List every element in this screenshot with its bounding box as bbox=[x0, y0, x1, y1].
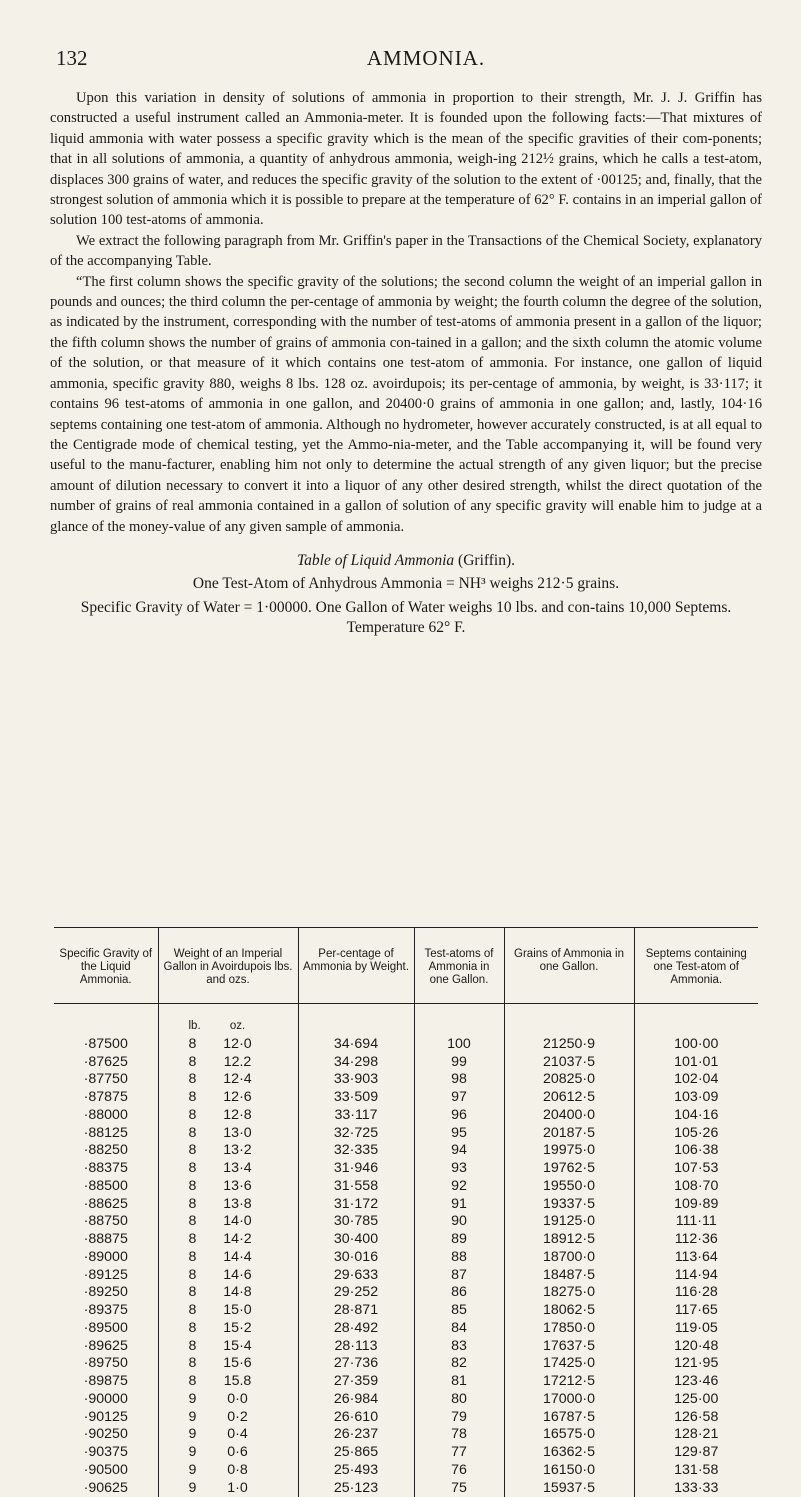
septems-cell: 101·01 bbox=[635, 1054, 759, 1072]
test-atoms-cell: 90 bbox=[415, 1213, 504, 1231]
weight-oz-unit: oz. bbox=[221, 1018, 255, 1036]
grains-cell: 17425·0 bbox=[505, 1355, 634, 1373]
septems-cell: 106·38 bbox=[635, 1142, 759, 1160]
specific-gravity-cell: ·89750 bbox=[54, 1355, 158, 1373]
weight-lb-value: 8 bbox=[189, 1249, 221, 1267]
weight-cell bbox=[189, 1355, 298, 1373]
weight-cell bbox=[189, 1178, 298, 1196]
column-spacer bbox=[299, 1018, 414, 1036]
septems-cell: 109·89 bbox=[635, 1196, 759, 1214]
grains-cell: 20612·5 bbox=[505, 1089, 634, 1107]
weight-lb-value: 8 bbox=[189, 1178, 221, 1196]
weight-oz-value: 14·0 bbox=[221, 1213, 255, 1231]
test-atoms-cell: 95 bbox=[415, 1125, 504, 1143]
header-percentage: Per-centage of Ammonia by Weight. bbox=[298, 928, 414, 1004]
weight-oz-value: 14·2 bbox=[221, 1231, 255, 1249]
specific-gravity-cell: ·90000 bbox=[54, 1391, 158, 1409]
specific-gravity-cell: ·87500 bbox=[54, 1036, 158, 1054]
specific-gravity-cell: ·89375 bbox=[54, 1302, 158, 1320]
column-specific-gravity bbox=[54, 1004, 158, 1497]
septems-cell: 107·53 bbox=[635, 1160, 759, 1178]
column-spacer bbox=[54, 1018, 158, 1036]
septems-cell: 120·48 bbox=[635, 1338, 759, 1356]
test-atoms-cell: 100 bbox=[415, 1036, 504, 1054]
column-spacer bbox=[505, 1018, 634, 1036]
table-title-italic: Table of Liquid Ammonia bbox=[297, 552, 454, 569]
weight-cell bbox=[189, 1142, 298, 1160]
percentage-cell: 33·509 bbox=[299, 1089, 414, 1107]
test-atoms-cell: 97 bbox=[415, 1089, 504, 1107]
weight-cell bbox=[189, 1071, 298, 1089]
weight-lb-value: 8 bbox=[189, 1089, 221, 1107]
percentage-cell: 34·694 bbox=[299, 1036, 414, 1054]
weight-cell bbox=[189, 1054, 298, 1072]
grains-cell: 20187·5 bbox=[505, 1125, 634, 1143]
grains-cell: 19125·0 bbox=[505, 1213, 634, 1231]
weight-cell bbox=[189, 1373, 298, 1391]
weight-oz-value: 14·8 bbox=[221, 1284, 255, 1302]
test-atoms-cell: 94 bbox=[415, 1142, 504, 1160]
table-body-row bbox=[54, 1004, 758, 1497]
septems-cell: 112·36 bbox=[635, 1231, 759, 1249]
paragraph: Upon this variation in density of solutions of ammonia in proportion to their strength, Mr. J. J. Griffin has constructed a useful instrument called an Ammonia-meter. It is founded upon the following facts:—That mixtures of liquid ammonia with water possess a specific gravity which is the mean of the specific gravities of their com-ponents; that in all solutions of ammonia, a quantity of anhydrous ammonia, weigh-ing 212½ grains, which he calls a test-atom, displaces 300 grains of water, and reduces the specific gravity of the solution to the extent of ·00125; and, finally, that the strongest solution of ammonia which it is possible to prepare at the temperature of 62° F. contains in an imperial gallon of solution 100 test-atoms of ammonia. bbox=[50, 88, 762, 231]
weight-cell bbox=[189, 1302, 298, 1320]
septems-cell: 113·64 bbox=[635, 1249, 759, 1267]
weight-oz-value: 13·0 bbox=[221, 1125, 255, 1143]
grains-cell: 18275·0 bbox=[505, 1284, 634, 1302]
grains-cell: 20825·0 bbox=[505, 1071, 634, 1089]
grains-cell: 19762·5 bbox=[505, 1160, 634, 1178]
test-atoms-cell: 85 bbox=[415, 1302, 504, 1320]
septems-cell: 103·09 bbox=[635, 1089, 759, 1107]
weight-lb-value: 8 bbox=[189, 1355, 221, 1373]
weight-cell bbox=[189, 1391, 298, 1409]
weight-cell bbox=[189, 1231, 298, 1249]
specific-gravity-cell: ·89500 bbox=[54, 1320, 158, 1338]
weight-units bbox=[189, 1018, 298, 1036]
specific-gravity-cell: ·89125 bbox=[54, 1267, 158, 1285]
column-percentage bbox=[298, 1004, 414, 1497]
header-test-atoms: Test-atoms of Ammonia in one Gallon. bbox=[414, 928, 504, 1004]
septems-cell: 123·46 bbox=[635, 1373, 759, 1391]
grains-cell: 16787·5 bbox=[505, 1409, 634, 1427]
test-atoms-cell: 80 bbox=[415, 1391, 504, 1409]
percentage-cell: 25·123 bbox=[299, 1480, 414, 1497]
percentage-cell: 29·633 bbox=[299, 1267, 414, 1285]
weight-oz-value: 0·0 bbox=[221, 1391, 255, 1409]
weight-oz-value: 13·4 bbox=[221, 1160, 255, 1178]
weight-lb-value: 8 bbox=[189, 1302, 221, 1320]
weight-lb-value: 8 bbox=[189, 1196, 221, 1214]
specific-gravity-cell: ·90500 bbox=[54, 1462, 158, 1480]
weight-lb-unit: lb. bbox=[189, 1018, 221, 1036]
weight-lb-value: 8 bbox=[189, 1107, 221, 1125]
weight-cell bbox=[189, 1249, 298, 1267]
septems-cell: 108·70 bbox=[635, 1178, 759, 1196]
test-atoms-cell: 96 bbox=[415, 1107, 504, 1125]
table-title-plain: (Griffin). bbox=[458, 552, 515, 569]
ammonia-table-wrap bbox=[54, 927, 758, 1497]
septems-cell: 126·58 bbox=[635, 1409, 759, 1427]
test-atoms-cell: 89 bbox=[415, 1231, 504, 1249]
weight-oz-value: 12·8 bbox=[221, 1107, 255, 1125]
test-atoms-cell: 99 bbox=[415, 1054, 504, 1072]
grains-cell: 18487·5 bbox=[505, 1267, 634, 1285]
percentage-cell: 32·725 bbox=[299, 1125, 414, 1143]
percentage-cell: 28·113 bbox=[299, 1338, 414, 1356]
septems-cell: 102·04 bbox=[635, 1071, 759, 1089]
weight-oz-value: 15·6 bbox=[221, 1355, 255, 1373]
column-spacer bbox=[415, 1018, 504, 1036]
weight-oz-value: 12.2 bbox=[221, 1054, 255, 1072]
weight-oz-value: 13·6 bbox=[221, 1178, 255, 1196]
ammonia-table bbox=[54, 927, 758, 1497]
header-septems: Septems containing one Test-atom of Ammonia. bbox=[634, 928, 758, 1004]
percentage-cell: 26·984 bbox=[299, 1391, 414, 1409]
specific-gravity-cell: ·88125 bbox=[54, 1125, 158, 1143]
weight-cell bbox=[189, 1462, 298, 1480]
weight-lb-value: 8 bbox=[189, 1054, 221, 1072]
percentage-cell: 30·400 bbox=[299, 1231, 414, 1249]
percentage-cell: 27·736 bbox=[299, 1355, 414, 1373]
specific-gravity-cell: ·89875 bbox=[54, 1373, 158, 1391]
weight-lb-value: 9 bbox=[189, 1462, 221, 1480]
grains-cell: 21037·5 bbox=[505, 1054, 634, 1072]
test-atoms-cell: 78 bbox=[415, 1426, 504, 1444]
weight-cell bbox=[189, 1338, 298, 1356]
weight-oz-value: 0·8 bbox=[221, 1462, 255, 1480]
weight-oz-value: 0·2 bbox=[221, 1409, 255, 1427]
header-grains: Grains of Ammonia in one Gallon. bbox=[504, 928, 634, 1004]
grains-cell: 17212·5 bbox=[505, 1373, 634, 1391]
weight-lb-value: 8 bbox=[189, 1160, 221, 1178]
test-atoms-cell: 77 bbox=[415, 1444, 504, 1462]
page-number: 132 bbox=[56, 46, 88, 71]
running-head bbox=[50, 46, 762, 76]
grains-cell: 18062·5 bbox=[505, 1302, 634, 1320]
specific-gravity-cell: ·88500 bbox=[54, 1178, 158, 1196]
weight-oz-value: 15·4 bbox=[221, 1338, 255, 1356]
specific-gravity-cell: ·88875 bbox=[54, 1231, 158, 1249]
grains-cell: 17000·0 bbox=[505, 1391, 634, 1409]
specific-gravity-cell: ·88625 bbox=[54, 1196, 158, 1214]
column-test-atoms bbox=[414, 1004, 504, 1497]
weight-lb-value: 9 bbox=[189, 1391, 221, 1409]
percentage-cell: 31·946 bbox=[299, 1160, 414, 1178]
grains-cell: 19975·0 bbox=[505, 1142, 634, 1160]
weight-lb-value: 8 bbox=[189, 1338, 221, 1356]
table-title bbox=[50, 552, 762, 570]
specific-gravity-cell: ·88375 bbox=[54, 1160, 158, 1178]
test-atoms-cell: 84 bbox=[415, 1320, 504, 1338]
weight-cell bbox=[189, 1426, 298, 1444]
septems-cell: 128·21 bbox=[635, 1426, 759, 1444]
grains-cell: 20400·0 bbox=[505, 1107, 634, 1125]
grains-cell: 15937·5 bbox=[505, 1480, 634, 1497]
column-grains bbox=[504, 1004, 634, 1497]
weight-lb-value: 8 bbox=[189, 1267, 221, 1285]
grains-cell: 19337·5 bbox=[505, 1196, 634, 1214]
column-spacer bbox=[635, 1018, 759, 1036]
weight-lb-value: 8 bbox=[189, 1213, 221, 1231]
septems-cell: 121·95 bbox=[635, 1355, 759, 1373]
grains-cell: 17637·5 bbox=[505, 1338, 634, 1356]
grains-cell: 16575·0 bbox=[505, 1426, 634, 1444]
specific-gravity-cell: ·90375 bbox=[54, 1444, 158, 1462]
weight-lb-value: 9 bbox=[189, 1480, 221, 1497]
specific-gravity-cell: ·87750 bbox=[54, 1071, 158, 1089]
table-note: One Test-Atom of Anhydrous Ammonia = NH³ weighs 212·5 grains. bbox=[50, 574, 762, 594]
weight-oz-value: 14·4 bbox=[221, 1249, 255, 1267]
weight-oz-value: 12·0 bbox=[221, 1036, 255, 1054]
weight-oz-value: 0·4 bbox=[221, 1426, 255, 1444]
percentage-cell: 33·117 bbox=[299, 1107, 414, 1125]
column-septems bbox=[634, 1004, 758, 1497]
percentage-cell: 29·252 bbox=[299, 1284, 414, 1302]
weight-lb-value: 8 bbox=[189, 1373, 221, 1391]
test-atoms-cell: 91 bbox=[415, 1196, 504, 1214]
septems-cell: 100·00 bbox=[635, 1036, 759, 1054]
weight-lb-value: 8 bbox=[189, 1036, 221, 1054]
weight-lb-value: 8 bbox=[189, 1142, 221, 1160]
test-atoms-cell: 87 bbox=[415, 1267, 504, 1285]
septems-cell: 114·94 bbox=[635, 1267, 759, 1285]
specific-gravity-cell: ·88000 bbox=[54, 1107, 158, 1125]
running-title: AMMONIA. bbox=[50, 46, 762, 71]
header-weight: Weight of an Imperial Gallon in Avoirdupois lbs. and ozs. bbox=[158, 928, 298, 1004]
septems-cell: 104·16 bbox=[635, 1107, 759, 1125]
weight-oz-value: 15·2 bbox=[221, 1320, 255, 1338]
grains-cell: 16150·0 bbox=[505, 1462, 634, 1480]
grains-cell: 17850·0 bbox=[505, 1320, 634, 1338]
weight-oz-value: 12·4 bbox=[221, 1071, 255, 1089]
weight-cell bbox=[189, 1409, 298, 1427]
weight-cell bbox=[189, 1284, 298, 1302]
weight-cell bbox=[189, 1125, 298, 1143]
table-header-row bbox=[54, 928, 758, 1004]
grains-cell: 19550·0 bbox=[505, 1178, 634, 1196]
septems-cell: 133·33 bbox=[635, 1480, 759, 1497]
percentage-cell: 27·359 bbox=[299, 1373, 414, 1391]
weight-oz-value: 13·8 bbox=[221, 1196, 255, 1214]
specific-gravity-cell: ·89625 bbox=[54, 1338, 158, 1356]
test-atoms-cell: 88 bbox=[415, 1249, 504, 1267]
weight-cell bbox=[189, 1160, 298, 1178]
specific-gravity-cell: ·89000 bbox=[54, 1249, 158, 1267]
septems-cell: 105·26 bbox=[635, 1125, 759, 1143]
weight-lb-value: 8 bbox=[189, 1231, 221, 1249]
weight-oz-value: 1·0 bbox=[221, 1480, 255, 1497]
weight-cell bbox=[189, 1036, 298, 1054]
percentage-cell: 26·610 bbox=[299, 1409, 414, 1427]
septems-cell: 119·05 bbox=[635, 1320, 759, 1338]
test-atoms-cell: 93 bbox=[415, 1160, 504, 1178]
specific-gravity-cell: ·90125 bbox=[54, 1409, 158, 1427]
specific-gravity-cell: ·90250 bbox=[54, 1426, 158, 1444]
test-atoms-cell: 92 bbox=[415, 1178, 504, 1196]
percentage-cell: 26·237 bbox=[299, 1426, 414, 1444]
weight-lb-value: 8 bbox=[189, 1125, 221, 1143]
percentage-cell: 33·903 bbox=[299, 1071, 414, 1089]
percentage-cell: 25·865 bbox=[299, 1444, 414, 1462]
test-atoms-cell: 75 bbox=[415, 1480, 504, 1497]
weight-lb-value: 9 bbox=[189, 1444, 221, 1462]
test-atoms-cell: 76 bbox=[415, 1462, 504, 1480]
weight-lb-value: 8 bbox=[189, 1071, 221, 1089]
table-note: Specific Gravity of Water = 1·00000. One Gallon of Water weighs 10 lbs. and con-tains 10,000 Septems. Temperature 62° F. bbox=[50, 598, 762, 638]
weight-cell bbox=[189, 1213, 298, 1231]
specific-gravity-cell: ·87625 bbox=[54, 1054, 158, 1072]
test-atoms-cell: 98 bbox=[415, 1071, 504, 1089]
weight-lb-value: 8 bbox=[189, 1284, 221, 1302]
specific-gravity-cell: ·87875 bbox=[54, 1089, 158, 1107]
weight-cell bbox=[189, 1267, 298, 1285]
header-specific-gravity: Specific Gravity of the Liquid Ammonia. bbox=[54, 928, 158, 1004]
weight-cell bbox=[189, 1107, 298, 1125]
weight-lb-value: 9 bbox=[189, 1409, 221, 1427]
test-atoms-cell: 86 bbox=[415, 1284, 504, 1302]
percentage-cell: 30·785 bbox=[299, 1213, 414, 1231]
septems-cell: 125·00 bbox=[635, 1391, 759, 1409]
paragraph: “The first column shows the specific gravity of the solutions; the second column the weight of an imperial gallon in pounds and ounces; the third column the per-centage of ammonia by weight; the fourth column the degree of the solution, as indicated by the instrument, corresponding with the number of test-atoms of ammonia present in a gallon of the liquor; the fifth column shows the number of grains of ammonia con-tained in a gallon; and the sixth column the atomic volume of the solution, or that measure of it which contains one test-atom of ammonia. For instance, one gallon of liquid ammonia, specific gravity 880, weighs 8 lbs. 128 oz. avoirdupois; its per-centage of ammonia, by weight, is 33·117; it contains 96 test-atoms of ammonia in one gallon, and 20400·0 grains of ammonia in one gallon; and, lastly, 104·16 septems containing one test-atom of ammonia. Although no hydrometer, however accurately constructed, is at all equal to the Centigrade mode of chemical testing, yet the Ammo-nia-meter, and the Table accompanying it, will be found very useful to the manu-facturer, enabling him not only to determine the actual strength of any given liquor; but the precise amount of dilution necessary to convert it into a liquor of any other desired strength, whilst the direct quotation of the number of grains of real ammonia contained in a gallon of solution of any specific gravity will enable him to judge at a glance of the money-value of any given sample of ammonia. bbox=[50, 272, 762, 537]
weight-oz-value: 12·6 bbox=[221, 1089, 255, 1107]
specific-gravity-cell: ·88250 bbox=[54, 1142, 158, 1160]
test-atoms-cell: 79 bbox=[415, 1409, 504, 1427]
percentage-cell: 30·016 bbox=[299, 1249, 414, 1267]
weight-lb-value: 9 bbox=[189, 1426, 221, 1444]
test-atoms-cell: 83 bbox=[415, 1338, 504, 1356]
page bbox=[50, 46, 762, 638]
weight-cell bbox=[189, 1089, 298, 1107]
test-atoms-cell: 81 bbox=[415, 1373, 504, 1391]
paragraph: We extract the following paragraph from Mr. Griffin's paper in the Transactions of the Chemical Society, explanatory of the accompanying Table. bbox=[50, 231, 762, 272]
percentage-cell: 32·335 bbox=[299, 1142, 414, 1160]
grains-cell: 18700·0 bbox=[505, 1249, 634, 1267]
specific-gravity-cell: ·90625 bbox=[54, 1480, 158, 1497]
percentage-cell: 28·871 bbox=[299, 1302, 414, 1320]
weight-oz-value: 0·6 bbox=[221, 1444, 255, 1462]
septems-cell: 116·28 bbox=[635, 1284, 759, 1302]
percentage-cell: 31·172 bbox=[299, 1196, 414, 1214]
weight-oz-value: 15·0 bbox=[221, 1302, 255, 1320]
column-weight bbox=[158, 1004, 298, 1497]
weight-cell bbox=[189, 1320, 298, 1338]
septems-cell: 117·65 bbox=[635, 1302, 759, 1320]
septems-cell: 111·11 bbox=[635, 1213, 759, 1231]
grains-cell: 21250·9 bbox=[505, 1036, 634, 1054]
septems-cell: 129·87 bbox=[635, 1444, 759, 1462]
weight-cell bbox=[189, 1196, 298, 1214]
percentage-cell: 31·558 bbox=[299, 1178, 414, 1196]
weight-lb-value: 8 bbox=[189, 1320, 221, 1338]
weight-oz-value: 14·6 bbox=[221, 1267, 255, 1285]
percentage-cell: 28·492 bbox=[299, 1320, 414, 1338]
test-atoms-cell: 82 bbox=[415, 1355, 504, 1373]
percentage-cell: 25·493 bbox=[299, 1462, 414, 1480]
grains-cell: 16362·5 bbox=[505, 1444, 634, 1462]
weight-cell bbox=[189, 1444, 298, 1462]
percentage-cell: 34·298 bbox=[299, 1054, 414, 1072]
weight-cell bbox=[189, 1480, 298, 1497]
weight-oz-value: 15.8 bbox=[221, 1373, 255, 1391]
grains-cell: 18912·5 bbox=[505, 1231, 634, 1249]
specific-gravity-cell: ·88750 bbox=[54, 1213, 158, 1231]
specific-gravity-cell: ·89250 bbox=[54, 1284, 158, 1302]
body-text bbox=[50, 88, 762, 537]
septems-cell: 131·58 bbox=[635, 1462, 759, 1480]
weight-oz-value: 13·2 bbox=[221, 1142, 255, 1160]
